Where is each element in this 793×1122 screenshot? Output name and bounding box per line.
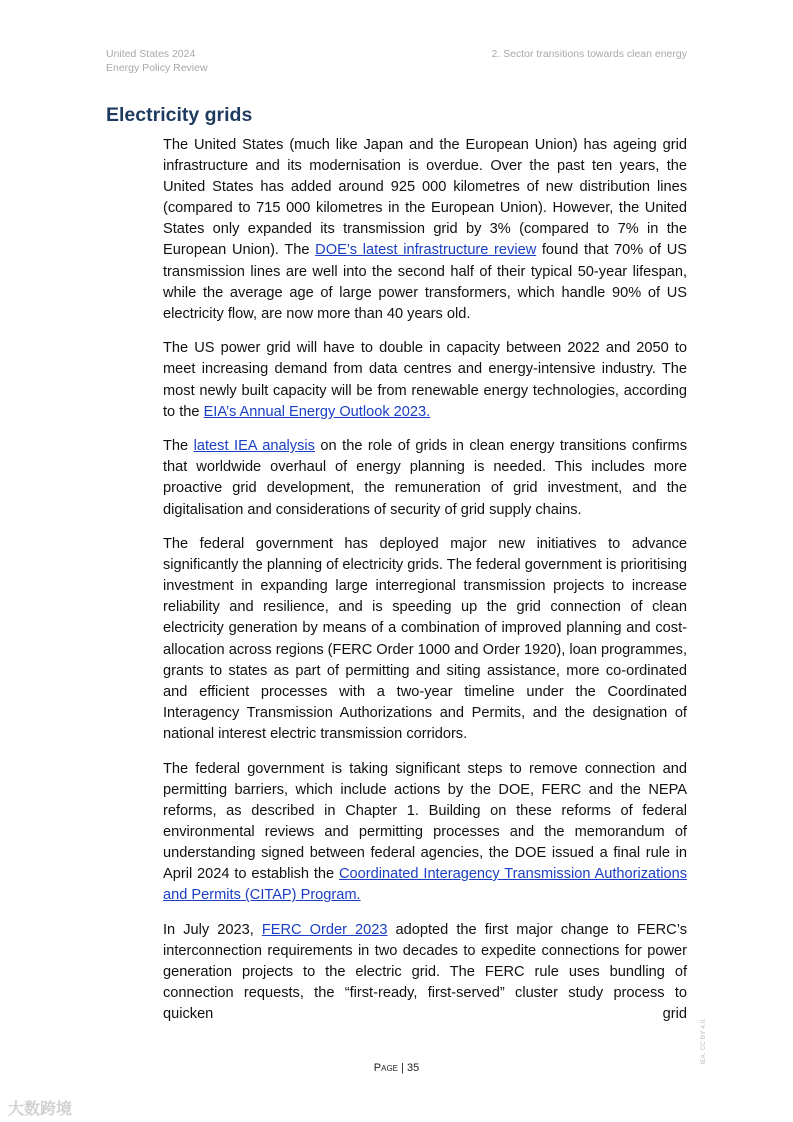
link-citap-program[interactable]: Coordinated Interagency Transmission Authorizations and Permits (CITAP) Program. [163, 866, 687, 904]
page-footer [0, 1062, 793, 1074]
paragraph [163, 759, 687, 907]
running-header-left [106, 47, 208, 75]
paragraph [163, 920, 687, 1025]
text: The [163, 438, 194, 455]
link-doe-review[interactable]: DOE’s latest infrastructure review [315, 242, 537, 259]
running-header-right: 2. Sector transitions towards clean energy [491, 48, 687, 60]
text: adopted the first major change to FERC’s interconnection requirements in two decades to expedite connections for power generation projects to the electric grid. The FERC rule uses bundling of connection requests, the “first-ready, first-served” cluster study process to quicken grid [163, 921, 687, 1023]
paragraph [163, 534, 687, 745]
link-iea-analysis[interactable]: latest IEA analysis [193, 438, 315, 455]
header-report-name: Energy Policy Review [106, 62, 208, 74]
page-label: Page [373, 1062, 398, 1074]
watermark-logo: 大数跨境 [8, 1101, 73, 1118]
link-ferc-order[interactable]: FERC Order 2023 [261, 921, 388, 938]
link-eia-outlook[interactable]: EIA’s Annual Energy Outlook 2023. [203, 403, 431, 420]
text: The federal government is taking significant steps to remove connection and permitting barriers, which include actions by the DOE, FERC and the NEPA reforms, as described in Chapter 1. Building on these reforms of federal environmental reviews and permitting processes and the memorandum of understanding signed between federal agencies, the DOE issued a final rule in April 2024 to establish the [163, 760, 687, 882]
text: The federal government has deployed major new initiatives to advance significantly the planning of electricity grids. The federal government is prioritising investment in expanding large interregional transmission projects to increase reliability and resilience, and is speeding up the grid connection of clean electricity generation by means of a combination of improved planning and cost-allocation across regions (FERC Order 1000 and Order 1920), loan programmes, grants to states as part of permitting and siting assistance, more co-ordinated and efficient processes with a two-year timeline under the Coordinated Interagency Transmission Authorizations and Permits, and the designation of national interest electric transmission corridors. [163, 536, 687, 742]
body-text [163, 135, 687, 1039]
paragraph [163, 135, 687, 325]
header-report-year: United States 2024 [106, 48, 196, 60]
text: The United States (much like Japan and the European Union) has ageing grid infrastructure and its modernisation is overdue. Over the past ten years, the United States has added around 925 000 kilometres of new distribution lines (compared to 715 000 kilometres in the European Union). However, the United States only expanded its transmission grid by 3% (compared to 7% in the European Union). The [163, 137, 687, 259]
license-note: IEA. CC BY 4.0. [700, 1018, 707, 1065]
text: In July 2023, [163, 921, 262, 938]
text: The US power grid will have to double in capacity between 2022 and 2050 to meet increasing demand from data centres and energy-intensive industry. The most newly built capacity will be from renewable energy technologies, according to the [163, 340, 687, 420]
paragraph [163, 436, 687, 520]
page-number: | 35 [401, 1062, 420, 1074]
text: found that 70% of US transmission lines are well into the second half of their typical 50-year lifespan, while the average age of large power transformers, which handle 90% of US electricity flow, are now more than 40 years old. [163, 242, 687, 322]
paragraph [163, 338, 687, 422]
text: on the role of grids in clean energy transitions confirms that worldwide overhaul of energy planning is needed. This includes more proactive grid development, the remuneration of grid investment, and the digitalisation and considerations of security of grid supply chains. [163, 438, 687, 518]
section-title: Electricity grids [106, 104, 253, 126]
